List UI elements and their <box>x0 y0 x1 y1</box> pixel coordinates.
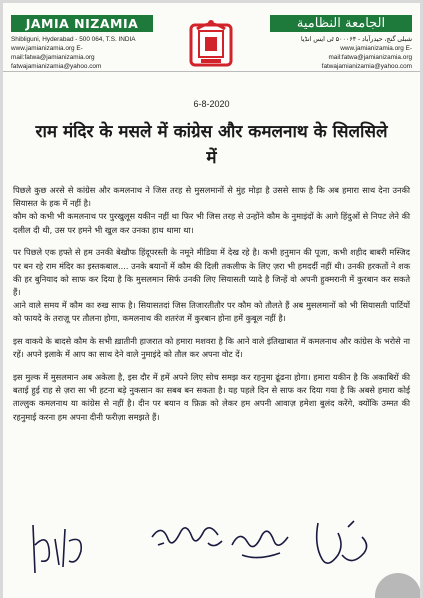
urdu-address: شبلی گنج، حیدرآباد - ۵۰۰۰۶۴ ٹی ایس انڈیا <box>300 36 412 43</box>
signature-3-icon <box>228 515 298 565</box>
letter-title: राम मंदिर के मसले में कांग्रेस और कमलनाथ के सिलसिले में <box>35 122 388 168</box>
header-divider <box>3 71 420 72</box>
signature-2-icon <box>148 515 228 555</box>
english-address-block <box>11 35 161 71</box>
paragraph-2 <box>13 246 410 325</box>
paragraph-2-text: पर पिछले एक हफ्ते से हम उनकी बेखौफ हिंदूपरस्ती के नमूने मीडिया में देख रहे है। कभी हनुमान की पूजा, कभी शहीद बाबरी मस्जिद पर बन रहे राम मंदिर का इस्तकबाल.... उनके बयानों में कौम की दिली तकलीफ के लिए ज़रा भी हमदर्दी नहीं थी। उनकी हरकतों ने शक की हर बुनियाद को साफ कर दिया है कि मुसलमान सिर्फ उनकी लिए सियासती प्यादे है जिन्हें वो अपनी हुक्मरानी में कुरबान कर सकते हैं। <box>13 247 410 297</box>
paragraph-2b-text: आने वाले समय में कौम का रुख साफ है। सियासतदां जिस तिजारतीतौर पर कौम को तौलते हैं अब मुसलमानों को भी सियासती पार्टियों को फायदे के तराज़ू पर तौलना होगा, कमलनाथ की शतरंज में कुरबान होना हमें कुबूल नहीं है। <box>13 300 410 324</box>
english-web-email: www.jamianizamia.org E-mail:fatwa@jamianizamia.org <box>11 45 95 61</box>
letterhead <box>3 9 420 75</box>
paragraph-1b-text: कौम को कभी भी कमलनाथ पर पुरखुलूस यकीन नहीं था फिर भी जिस तरह से उन्होंने कौम के नुमाइंदों के आगे हिंदुओं से निपट लेने की दलील दी थी, उस पर हमने भी खुल कर उनका हाथ थामा था। <box>13 211 410 235</box>
urdu-address-block <box>262 35 412 71</box>
letter-date: 6-8-2020 <box>193 99 230 109</box>
english-name-banner: JAMIA NIZAMIA <box>11 15 153 32</box>
letter-body <box>13 184 410 433</box>
paragraph-4: इस मुल्क में मुसलमान अब अकेला है, इस दौर में हमें अपने लिए सोच समझ कर रहनुमा ढूंढना होगा। हमारा यकीन है कि अकाबिरों की बताई हुई राह से ज़रा सा भी हटना बड़े नुकसान का सबब बन सकता है। यह पहले दिन से साफ कर दिया गया है कि अबसे हमारा कोई ताल्लुक कमलनाथ या कांग्रेस से नहीं है। दीन पर बयान व फ़िक्र को लेकर हम अपनी आवाज़ हमेशा बुलंद करेंगे, क्योंकि उम्मत की रहनुमाई करना हम अपना दीनी फरीज़ा समझते हैं। <box>13 371 410 422</box>
letter-page <box>3 3 420 598</box>
signature-1-icon <box>25 515 105 577</box>
seal-logo-icon <box>183 15 239 71</box>
urdu-name-banner: الجامعة النظامية <box>270 15 412 32</box>
urdu-email-2: fatwajamianizamia@yahoo.com <box>321 63 412 70</box>
urdu-web-email: www.jamianizamia.org E-mail:fatwa@jamianizamia.org <box>328 45 412 61</box>
paragraph-1-text: पिछले कुछ अरसे से कांग्रेस और कमलनाथ ने जिस तरह से मुसलमानों से मुंह मोड़ा है उससे साफ है कि अब हमारा साथ देना उनकी सियासत के हक में नहीं है। <box>13 185 410 209</box>
signature-4-icon <box>308 515 378 575</box>
paragraph-1 <box>13 184 410 237</box>
english-address: Shibliguni, Hyderabad - 500 064, T.S. INDIA <box>11 36 136 43</box>
paragraph-3: इस वाकये के बादसे कौम के सभी ख़ातीनी हाजरात को हमारा मशवरा है कि आने वाले इंतिखाबात में कमलनाथ और कांग्रेस के भरोसे ना रहें। अपने इलाके में आप का साथ देने वाले नुमाइंदे को तौल कर अपना वोट दें। <box>13 336 410 360</box>
image-corner-dot <box>375 573 420 598</box>
english-email-2: fatwajamianizamia@yahoo.com <box>11 63 102 70</box>
